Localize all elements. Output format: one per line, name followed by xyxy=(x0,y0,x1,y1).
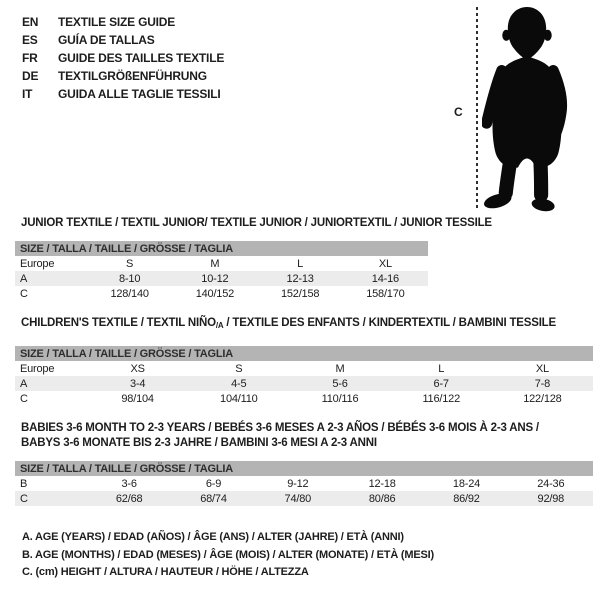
size-cell: XL xyxy=(378,257,392,270)
row-label: Europe xyxy=(20,362,55,375)
age-cell: 5-6 xyxy=(332,377,348,390)
table-row-height xyxy=(15,491,593,506)
age-cell: 6-7 xyxy=(433,377,449,390)
language-code: FR xyxy=(22,51,38,65)
age-cell: 6-9 xyxy=(205,477,222,490)
height-cell: 74/80 xyxy=(284,492,312,505)
age-cell: 10-12 xyxy=(201,272,229,285)
height-cell: 110/116 xyxy=(321,392,359,405)
childrens-textile-table xyxy=(15,346,593,406)
language-code: DE xyxy=(22,69,39,83)
footnote-height: C. (cm) HEIGHT / ALTURA / HAUTEUR / HÖHE / ALTEZZA xyxy=(22,566,309,578)
size-cell: XS xyxy=(130,362,145,375)
age-cell: 8-10 xyxy=(119,272,141,285)
height-cell: 86/92 xyxy=(453,492,480,505)
language-title: GUIDE DES TAILLES TEXTILE xyxy=(58,51,225,65)
height-cell: 92/98 xyxy=(537,492,565,505)
table-row-age-months xyxy=(15,476,593,491)
height-cell: 116/122 xyxy=(422,392,460,405)
language-row-it xyxy=(22,85,224,103)
age-cell: 3-6 xyxy=(121,477,137,490)
language-title: GUÍA DE TALLAS xyxy=(58,33,155,47)
age-cell: 3-4 xyxy=(129,377,146,390)
size-cell: M xyxy=(210,257,220,270)
size-cell: M xyxy=(335,362,345,375)
baby-silhouette-icon xyxy=(482,5,574,213)
height-cell: 140/152 xyxy=(195,287,235,300)
size-header-bar: SIZE / TALLA / TAILLE / GRÖSSE / TAGLIA xyxy=(15,241,428,256)
row-label: Europe xyxy=(20,257,55,270)
row-label: A xyxy=(20,377,28,390)
age-cell: 18-24 xyxy=(452,477,481,490)
row-label: B xyxy=(20,477,28,490)
language-title: TEXTILE SIZE GUIDE xyxy=(58,15,176,29)
language-row-es xyxy=(22,31,224,49)
height-cell: 62/68 xyxy=(115,492,143,505)
row-label: C xyxy=(20,287,28,300)
babies-table xyxy=(15,461,593,506)
height-cell: 68/74 xyxy=(200,492,227,505)
babies-title-line2: BABYS 3-6 MONATE BIS 2-3 JAHRE / BAMBINI 3-6 MESI A 2-3 ANNI xyxy=(21,437,377,449)
babies-title-line1: BABIES 3-6 MONTH TO 2-3 YEARS / BEBÉS 3-6 MESES A 2-3 AÑOS / BÉBÉS 3-6 MOIS À 2-3 ANS / xyxy=(21,422,539,434)
babies-title xyxy=(21,421,539,451)
table-row-age xyxy=(15,376,593,391)
height-cell: 122/128 xyxy=(523,392,562,405)
height-measure-label: C xyxy=(454,105,463,119)
age-cell: 4-5 xyxy=(231,377,247,390)
table-row-age xyxy=(15,271,428,286)
row-label: C xyxy=(20,392,28,405)
age-cell: 12-18 xyxy=(368,477,396,490)
table-row-europe xyxy=(15,256,428,271)
age-cell: 12-13 xyxy=(286,272,314,285)
size-header-bar: SIZE / TALLA / TAILLE / GRÖSSE / TAGLIA xyxy=(15,461,593,476)
age-cell: 24-36 xyxy=(537,477,565,490)
height-cell: 158/170 xyxy=(366,287,405,300)
language-row-en xyxy=(22,13,224,31)
table-row-height xyxy=(15,391,593,406)
junior-textile-title: JUNIOR TEXTILE / TEXTIL JUNIOR/ TEXTILE JUNIOR / JUNIORTEXTIL / JUNIOR TESSILE xyxy=(21,217,492,229)
title-rest: / TEXTILE DES ENFANTS / KINDERTEXTIL / BAMBINI TESSILE xyxy=(223,317,556,329)
size-header-bar: SIZE / TALLA / TAILLE / GRÖSSE / TAGLIA xyxy=(15,346,593,361)
language-code: ES xyxy=(22,33,38,47)
language-title: TEXTILGRÖßENFÜHRUNG xyxy=(58,69,207,83)
height-cell: 98/104 xyxy=(121,392,154,405)
size-cell: XL xyxy=(535,362,549,375)
height-cell: 152/158 xyxy=(280,287,320,300)
age-cell: 9-12 xyxy=(287,477,309,490)
title-main: CHILDREN'S TEXTILE / TEXTIL NIÑO xyxy=(21,317,216,329)
height-cell: 80/86 xyxy=(368,492,396,505)
age-cell: 14-16 xyxy=(371,272,399,285)
footnote-age-years: A. AGE (YEARS) / EDAD (AÑOS) / ÂGE (ANS) / ALTER (JAHRE) / ETÀ (ANNI) xyxy=(22,531,404,543)
language-code: EN xyxy=(22,15,39,29)
size-cell: S xyxy=(235,362,243,375)
size-cell: L xyxy=(297,257,304,270)
legend-footnotes xyxy=(22,531,434,584)
table-row-height xyxy=(15,286,428,301)
language-code: IT xyxy=(22,87,33,101)
language-row-fr xyxy=(22,49,224,67)
row-label: C xyxy=(20,492,28,505)
junior-textile-table xyxy=(15,241,428,301)
language-title: GUIDA ALLE TAGLIE TESSILI xyxy=(58,87,221,101)
height-reference-dotted-line xyxy=(476,7,478,210)
age-cell: 7-8 xyxy=(534,377,551,390)
childrens-textile-title xyxy=(21,317,556,330)
height-cell: 104/110 xyxy=(220,392,258,405)
language-header xyxy=(22,13,224,103)
table-row-europe xyxy=(15,361,593,376)
size-cell: S xyxy=(126,257,134,270)
language-row-de xyxy=(22,67,224,85)
size-cell: L xyxy=(438,362,445,375)
footnote-age-months: B. AGE (MONTHS) / EDAD (MESES) / ÂGE (MOIS) / ALTER (MONATE) / ETÀ (MESI) xyxy=(22,548,434,561)
row-label: A xyxy=(20,272,28,285)
height-cell: 128/140 xyxy=(110,287,149,300)
title-subscript: /A xyxy=(215,321,224,330)
